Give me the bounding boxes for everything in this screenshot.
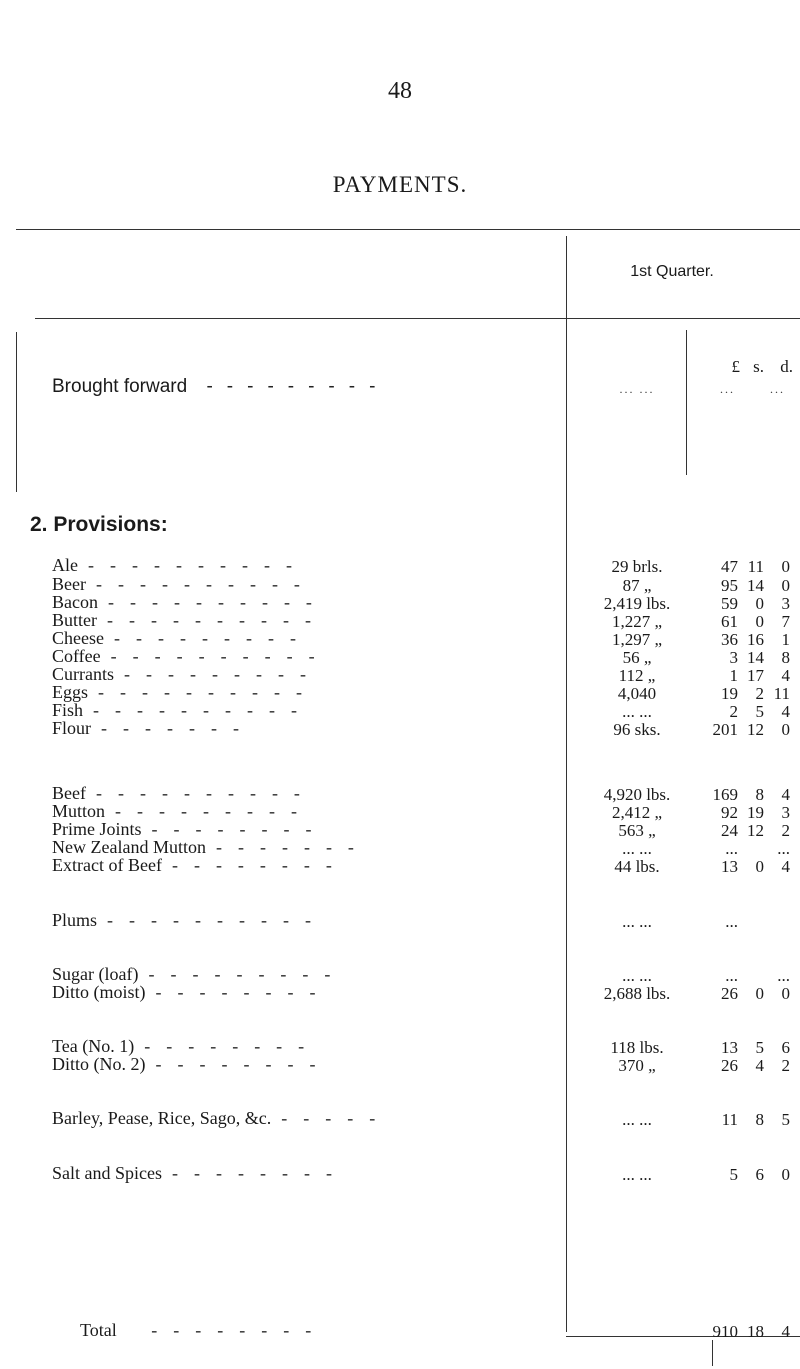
- row-pounds: 36: [721, 630, 738, 649]
- leader-dashes: ----------: [95, 783, 316, 803]
- row-pence: 4: [781, 785, 790, 804]
- row-pounds: 61: [721, 612, 738, 631]
- shillings-header: s.: [753, 357, 764, 376]
- top-rule: [16, 229, 800, 230]
- row-label: Extract of Beef --------: [52, 855, 348, 875]
- section-heading: 2. Provisions:: [30, 513, 168, 536]
- row-quantity: ... ...: [622, 1165, 652, 1184]
- row-pence: 8: [781, 648, 790, 667]
- row-pounds: ...: [725, 839, 738, 858]
- row-pounds: 59: [721, 594, 738, 613]
- row-quantity: 112 „: [618, 666, 656, 685]
- row-quantity: ... ...: [622, 966, 652, 985]
- row-label: Beef ----------: [52, 783, 316, 803]
- row-pence: 4: [781, 857, 790, 876]
- row-label: Ditto (moist) --------: [52, 982, 332, 1002]
- row-shillings: 6: [755, 1165, 764, 1184]
- leader-dashes: -------: [101, 718, 255, 738]
- row-pence: 3: [781, 594, 790, 613]
- row-pounds: 201: [712, 720, 738, 739]
- row-quantity: ... ...: [622, 839, 652, 858]
- leader-dashes: --------: [144, 1036, 321, 1056]
- leader-dashes: ----------: [107, 610, 327, 630]
- leader-dashes: ----------: [107, 910, 327, 930]
- row-label: Tea (No. 1) --------: [52, 1036, 321, 1056]
- row-quantity: 118 lbs.: [610, 1038, 664, 1057]
- row-pounds: 1: [729, 666, 738, 685]
- row-shillings: 12: [747, 720, 764, 739]
- row-quantity: 4,040: [617, 684, 657, 703]
- row-quantity: 2,688 lbs.: [603, 984, 671, 1003]
- row-quantity: 44 lbs.: [614, 857, 660, 876]
- row-quantity: 87 „: [622, 576, 652, 595]
- pence-header: d.: [780, 357, 793, 376]
- leader-dashes: --------: [151, 819, 328, 839]
- row-shillings: 0: [755, 857, 764, 876]
- row-pounds: 2: [729, 702, 738, 721]
- row-label: Prime Joints --------: [52, 819, 328, 839]
- row-label: Butter ----------: [52, 610, 327, 630]
- row-pounds: 169: [712, 785, 738, 804]
- row-label: Currants ---------: [52, 664, 322, 684]
- row-quantity: ... ...: [622, 1110, 652, 1129]
- row-shillings: 5: [755, 702, 764, 721]
- row-quantity: 96 sks.: [613, 720, 661, 739]
- total-label: Total: [80, 1320, 117, 1340]
- row-pounds: 11: [721, 1110, 738, 1129]
- row-shillings: 2: [755, 684, 764, 703]
- row-label: Salt and Spices --------: [52, 1163, 348, 1183]
- row-quantity: 1,297 „: [611, 630, 663, 649]
- row-label: Beer ----------: [52, 574, 316, 594]
- total-row: Total --------: [80, 1320, 328, 1340]
- total-shillings: 18: [747, 1322, 764, 1341]
- page-number: 48: [388, 78, 412, 104]
- row-label: New Zealand Mutton -------: [52, 837, 370, 857]
- row-pence: 11: [773, 684, 790, 703]
- row-pence: 4: [781, 702, 790, 721]
- total-rule: [566, 1336, 800, 1337]
- row-label: Fish ----------: [52, 700, 313, 720]
- row-quantity: 2,419 lbs.: [603, 594, 671, 613]
- row-shillings: 14: [747, 576, 764, 595]
- row-quantity: 370 „: [618, 1056, 656, 1075]
- row-pence: 1: [781, 630, 790, 649]
- leader-dashes: ---------: [148, 964, 347, 984]
- row-pence: 6: [781, 1038, 790, 1057]
- row-quantity: 56 „: [622, 648, 652, 667]
- brought-forward-label: Brought forward ---------: [52, 376, 390, 397]
- row-quantity: 4,920 lbs.: [603, 785, 671, 804]
- row-quantity: 1,227 „: [611, 612, 663, 631]
- row-pounds: ...: [725, 912, 738, 931]
- row-shillings: 8: [755, 1110, 764, 1129]
- leader-dashes: ----------: [107, 592, 328, 612]
- row-pence: 7: [781, 612, 790, 631]
- row-pence: 4: [781, 666, 790, 685]
- header-rule: [35, 318, 800, 319]
- row-quantity: ... ...: [622, 912, 652, 931]
- row-label: Flour -------: [52, 718, 255, 738]
- brought-forward-pounds: ...: [720, 382, 735, 396]
- row-pence: ...: [777, 966, 790, 985]
- row-shillings: 12: [747, 821, 764, 840]
- row-label: Sugar (loaf) ---------: [52, 964, 347, 984]
- row-pounds: 92: [721, 803, 738, 822]
- row-pounds: 3: [729, 648, 738, 667]
- row-shillings: 4: [755, 1056, 764, 1075]
- leader-dashes: --------: [155, 1054, 332, 1074]
- row-shillings: 16: [747, 630, 764, 649]
- row-shillings: 5: [755, 1038, 764, 1057]
- left-edge-rule: [16, 332, 17, 492]
- row-pounds: 24: [721, 821, 738, 840]
- leader-dashes: --------: [155, 982, 332, 1002]
- leader-dashes: ----------: [98, 682, 318, 702]
- total-bracket: [712, 1340, 713, 1366]
- pounds-header: £: [731, 357, 740, 376]
- leader-dashes: --------: [171, 855, 348, 875]
- row-shillings: 11: [747, 557, 764, 576]
- row-shillings: 14: [747, 648, 764, 667]
- row-pounds: 95: [721, 576, 738, 595]
- row-pence: 0: [781, 557, 790, 576]
- page-title: PAYMENTS.: [332, 172, 468, 197]
- row-pounds: 5: [729, 1165, 738, 1184]
- row-label: Barley, Pease, Rice, Sago, &c. -----: [52, 1108, 392, 1128]
- money-column-divider: [686, 330, 687, 475]
- total-pounds: 910: [712, 1322, 738, 1341]
- row-pounds: ...: [725, 966, 738, 985]
- row-label: Mutton ---------: [52, 801, 313, 821]
- row-pounds: 26: [721, 984, 738, 1003]
- row-pounds: 47: [721, 557, 738, 576]
- row-quantity: ... ...: [622, 702, 652, 721]
- row-shillings: 0: [755, 612, 764, 631]
- row-pounds: 13: [721, 1038, 738, 1057]
- row-pence: 0: [781, 576, 790, 595]
- row-label: Coffee ----------: [52, 646, 331, 666]
- row-shillings: 17: [747, 666, 764, 685]
- quarter-header: 1st Quarter.: [630, 263, 714, 280]
- row-pence: 3: [781, 803, 790, 822]
- row-pence: 5: [781, 1110, 790, 1129]
- leader-dashes: ---------: [115, 801, 313, 821]
- row-quantity: 29 brls.: [611, 557, 663, 576]
- brought-forward-pence: ...: [770, 382, 785, 396]
- row-pence: 0: [781, 984, 790, 1003]
- row-pounds: 13: [721, 857, 738, 876]
- leader-dashes: ---------: [124, 664, 322, 684]
- brought-forward-qty: ... ...: [619, 382, 655, 396]
- leader-dashes: -------: [215, 837, 370, 857]
- leader-dashes: ----------: [93, 700, 313, 720]
- leader-dashes: ----------: [110, 646, 331, 666]
- row-label: Plums ----------: [52, 910, 327, 930]
- leader-dashes: ---------: [113, 628, 312, 648]
- row-shillings: 0: [755, 984, 764, 1003]
- row-pence: ...: [777, 839, 790, 858]
- leader-dashes: -----: [281, 1108, 392, 1128]
- row-label: Eggs ----------: [52, 682, 318, 702]
- row-pounds: 19: [721, 684, 738, 703]
- row-quantity: 563 „: [618, 821, 656, 840]
- row-label: Bacon ----------: [52, 592, 328, 612]
- row-pence: 0: [781, 720, 790, 739]
- row-shillings: 0: [755, 594, 764, 613]
- total-pence: 4: [781, 1322, 790, 1341]
- leader-dashes: ----------: [95, 574, 316, 594]
- row-quantity: 2,412 „: [611, 803, 663, 822]
- row-shillings: 19: [747, 803, 764, 822]
- row-label: Ditto (No. 2) --------: [52, 1054, 332, 1074]
- row-pence: 2: [781, 1056, 790, 1075]
- row-pence: 0: [781, 1165, 790, 1184]
- leader-dashes: ----------: [88, 555, 308, 575]
- row-shillings: 8: [755, 785, 764, 804]
- row-pounds: 26: [721, 1056, 738, 1075]
- row-pence: 2: [781, 821, 790, 840]
- leader-dashes: --------: [172, 1163, 348, 1183]
- row-label: Cheese ---------: [52, 628, 312, 648]
- row-label: Ale ----------: [52, 555, 308, 575]
